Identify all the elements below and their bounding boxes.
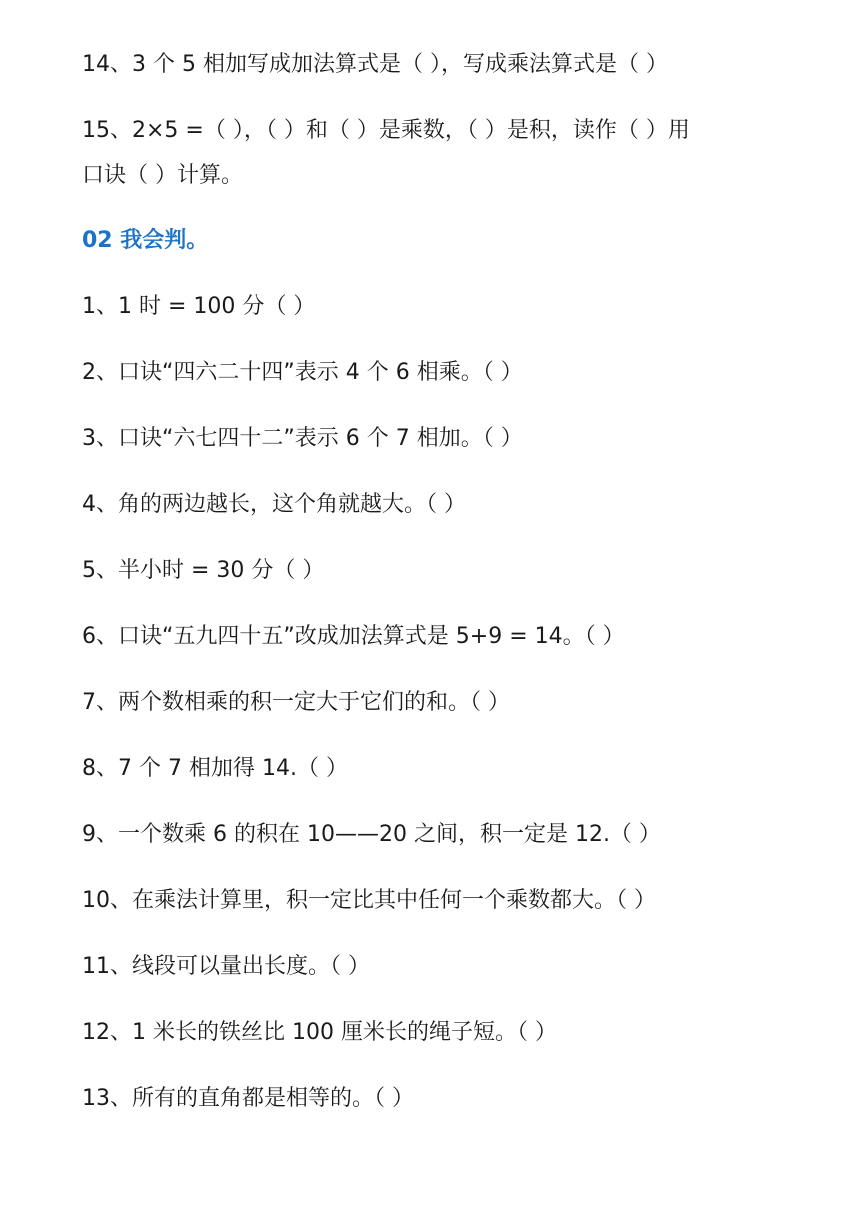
section-heading-judge: 02 我会判。: [82, 228, 209, 253]
judge-item-12: 12、1 米长的铁丝比 100 厘米长的绳子短。（ ）: [82, 1020, 557, 1045]
judge-item-10: 10、在乘法计算里，积一定比其中任何一个乘数都大。（ ）: [82, 888, 656, 913]
judge-item-11: 11、线段可以量出长度。（ ）: [82, 954, 370, 979]
question-14: 14、3 个 5 相加写成加法算式是（ ），写成乘法算式是（ ）: [82, 52, 668, 77]
judge-item-4: 4、角的两边越长，这个角就越大。（ ）: [82, 492, 466, 517]
judge-item-5: 5、半小时 = 30 分（ ）: [82, 558, 325, 583]
judge-item-13: 13、所有的直角都是相等的。（ ）: [82, 1086, 414, 1111]
question-15-line-2: 口诀（ ）计算。: [82, 163, 243, 188]
judge-item-1: 1、1 时 = 100 分（ ）: [82, 294, 316, 319]
judge-item-9: 9、一个数乘 6 的积在 10——20 之间，积一定是 12.（ ）: [82, 822, 661, 847]
judge-item-3: 3、口诀“六七四十二”表示 6 个 7 相加。（ ）: [82, 426, 523, 451]
judge-item-8: 8、7 个 7 相加得 14.（ ）: [82, 756, 348, 781]
judge-item-2: 2、口诀“四六二十四”表示 4 个 6 相乘。（ ）: [82, 360, 523, 385]
question-15-line-1: 15、2×5 =（ ），（ ）和（ ）是乘数，（ ）是积，读作（ ）用: [82, 118, 690, 143]
judge-item-7: 7、两个数相乘的积一定大于它们的和。（ ）: [82, 690, 510, 715]
judge-item-6: 6、口诀“五九四十五”改成加法算式是 5+9 = 14。（ ）: [82, 624, 625, 649]
